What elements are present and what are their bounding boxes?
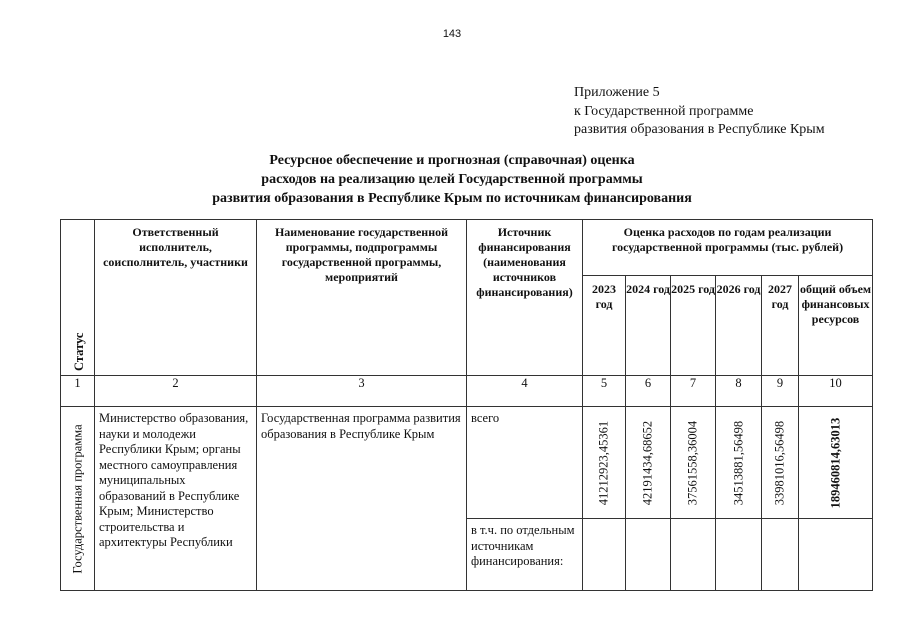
page-number: 143 (442, 28, 462, 40)
column-number: 3 (257, 376, 467, 407)
value-total: 189460814,63013 (828, 417, 843, 508)
value-2025-cell (671, 407, 716, 519)
empty-value-cell (799, 519, 873, 591)
status-header-label: Статус (72, 332, 86, 371)
year-2027-header: 2027 год (762, 276, 799, 376)
value-2027-cell (762, 407, 799, 519)
year-2026-header: 2026 год (716, 276, 762, 376)
source-total-cell: всего (467, 407, 583, 519)
appendix-line-1: Приложение 5 (574, 85, 660, 100)
column-number: 1 (61, 376, 95, 407)
column-number: 10 (799, 376, 873, 407)
appendix-line-3: развития образования в Республике Крым (574, 122, 825, 137)
empty-value-cell (583, 519, 626, 591)
budget-table (60, 219, 873, 591)
source-detail-cell: в т.ч. по отдельным источникам финансирования: (467, 519, 583, 591)
program-header: Наименование государственной программы, подпрограммы государственной программы, мероприятий (257, 220, 467, 376)
status-value: Государственная программа (70, 423, 84, 574)
program-row-total (61, 407, 873, 519)
title-line-1: Ресурсное обеспечение и прогнозная (справочная) оценка (269, 153, 635, 168)
value-2026: 34513881,56498 (731, 420, 745, 505)
year-2023-header: 2023 год (583, 276, 626, 376)
empty-value-cell (671, 519, 716, 591)
year-2025-header: 2025 год (671, 276, 716, 376)
empty-value-cell (762, 519, 799, 591)
status-header (61, 220, 95, 376)
status-cell (61, 407, 95, 591)
executor-cell: Министерство образования, науки и молодежи Республики Крым; органы местного самоуправления муниципальных образований в Республике Крым; Министерство строительства и архитектуры Республики (95, 407, 257, 591)
column-number: 5 (583, 376, 626, 407)
value-2024: 42191434,68652 (640, 420, 655, 505)
appendix-reference (574, 84, 825, 140)
source-header: Источник финансирования (наименования источников финансирования) (467, 220, 583, 376)
value-2027: 33981016,56498 (772, 420, 787, 505)
header-row-1 (61, 220, 873, 276)
value-total-cell (799, 407, 873, 519)
column-number: 8 (716, 376, 762, 407)
title-line-3: развития образования в Республике Крым по источникам финансирования (212, 191, 692, 206)
value-2023: 41212923,45361 (596, 420, 611, 505)
value-2024-cell (626, 407, 671, 519)
title-line-2: расходов на реализацию целей Государственной программы (261, 172, 643, 187)
column-number: 9 (762, 376, 799, 407)
value-2026-cell (716, 407, 762, 519)
column-number: 4 (467, 376, 583, 407)
value-2023-cell (583, 407, 626, 519)
total-header: общий объем финансовых ресурсов (799, 276, 873, 376)
column-number: 7 (671, 376, 716, 407)
column-number: 6 (626, 376, 671, 407)
empty-value-cell (716, 519, 762, 591)
estimate-header: Оценка расходов по годам реализации государственной программы (тыс. рублей) (583, 220, 873, 276)
value-2025: 37561558,36004 (685, 420, 700, 505)
appendix-line-2: к Государственной программе (574, 103, 754, 119)
executor-header: Ответственный исполнитель, соисполнитель, участники (95, 220, 257, 376)
program-cell: Государственная программа развития образования в Республике Крым (257, 407, 467, 591)
column-number-row (61, 376, 873, 407)
year-2024-header: 2024 год (626, 276, 671, 376)
document-title (0, 151, 904, 208)
column-number: 2 (95, 376, 257, 407)
empty-value-cell (626, 519, 671, 591)
